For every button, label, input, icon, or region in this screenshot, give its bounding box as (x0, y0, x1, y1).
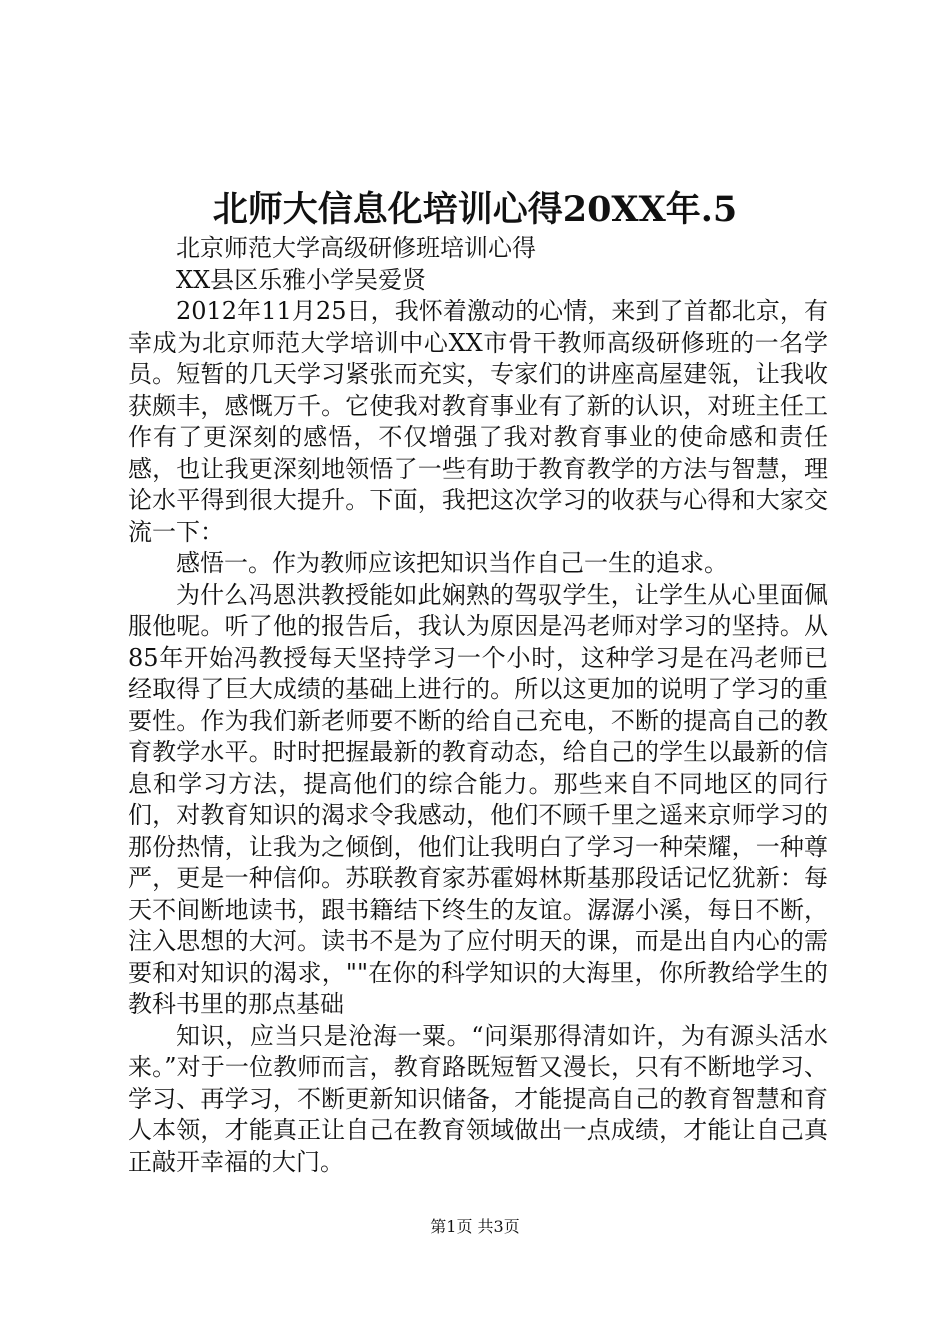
page-number-footer: 第1页 共3页 (430, 1217, 520, 1236)
paragraph-insight-body: 为什么冯恩洪教授能如此娴熟的驾驭学生，让学生从心里面佩服他呢。听了他的报告后，我认为原因是冯老师对学习的坚持。从85年开始冯教授每天坚持学习一个小时，这种学习是在冯老师已经取得了巨大成绩的基础上进行的。所以这更加的说明了学习的重要性。作为我们新老师要不断的给自己充电，不断的提高自己的教育教学水平。时时把握最新的教育动态，给自己的学生以最新的信息和学习方法，提高他们的综合能力。那些来自不同地区的同行们，对教育知识的渴求令我感动，他们不顾千里之遥来京师学习的那份热情，让我为之倾倒，他们让我明白了学习一种荣耀，一种尊严，更是一种信仰。苏联教育家苏霍姆林斯基那段话记忆犹新：每天不间断地读书，跟书籍结下终生的友谊。潺潺小溪，每日不断，注入思想的大河。读书不是为了应付明天的课，而是出自内心的需要和对知识的渴求，""在你的科学知识的大海里，你所教给学生的教科书里的那点基础 (128, 580, 828, 1018)
paragraph-author: XX县区乐雅小学吴爱贤 (176, 265, 427, 294)
document-body (128, 233, 828, 1178)
paragraph-insight-heading: 感悟一。作为教师应该把知识当作自己一生的追求。 (176, 549, 728, 577)
paragraph-intro: 2012年11月25日，我怀着激动的心情，来到了首都北京，有幸成为北京师范大学培训中心XX市骨干教师高级研修班的一名学员。短暂的几天学习紧张而充实，专家们的讲座高屋建瓴，让我收获颇丰，感慨万千。它使我对教育事业有了新的认识，对班主任工作有了更深刻的感悟，不仅增强了我对教育事业的使命感和责任感，也让我更深刻地领悟了一些有助于教育教学的方法与智慧，理论水平得到很大提升。下面，我把这次学习的收获与心得和大家交流一下： (128, 297, 828, 546)
document-title: 北师大信息化培训心得20XX年.5 (212, 189, 738, 230)
paragraph-subtitle: 北京师范大学高级研修班培训心得 (176, 234, 536, 262)
paragraph-conclusion: 知识，应当只是沧海一粟。“问渠那得清如许，为有源头活水来。”对于一位教师而言，教育路既短暂又漫长，只有不断地学习、学习、再学习，不断更新知识储备，才能提高自己的教育智慧和育人本领，才能真正让自己在教育领域做出一点成绩，才能让自己真正敲开幸福的大门。 (128, 1021, 828, 1176)
